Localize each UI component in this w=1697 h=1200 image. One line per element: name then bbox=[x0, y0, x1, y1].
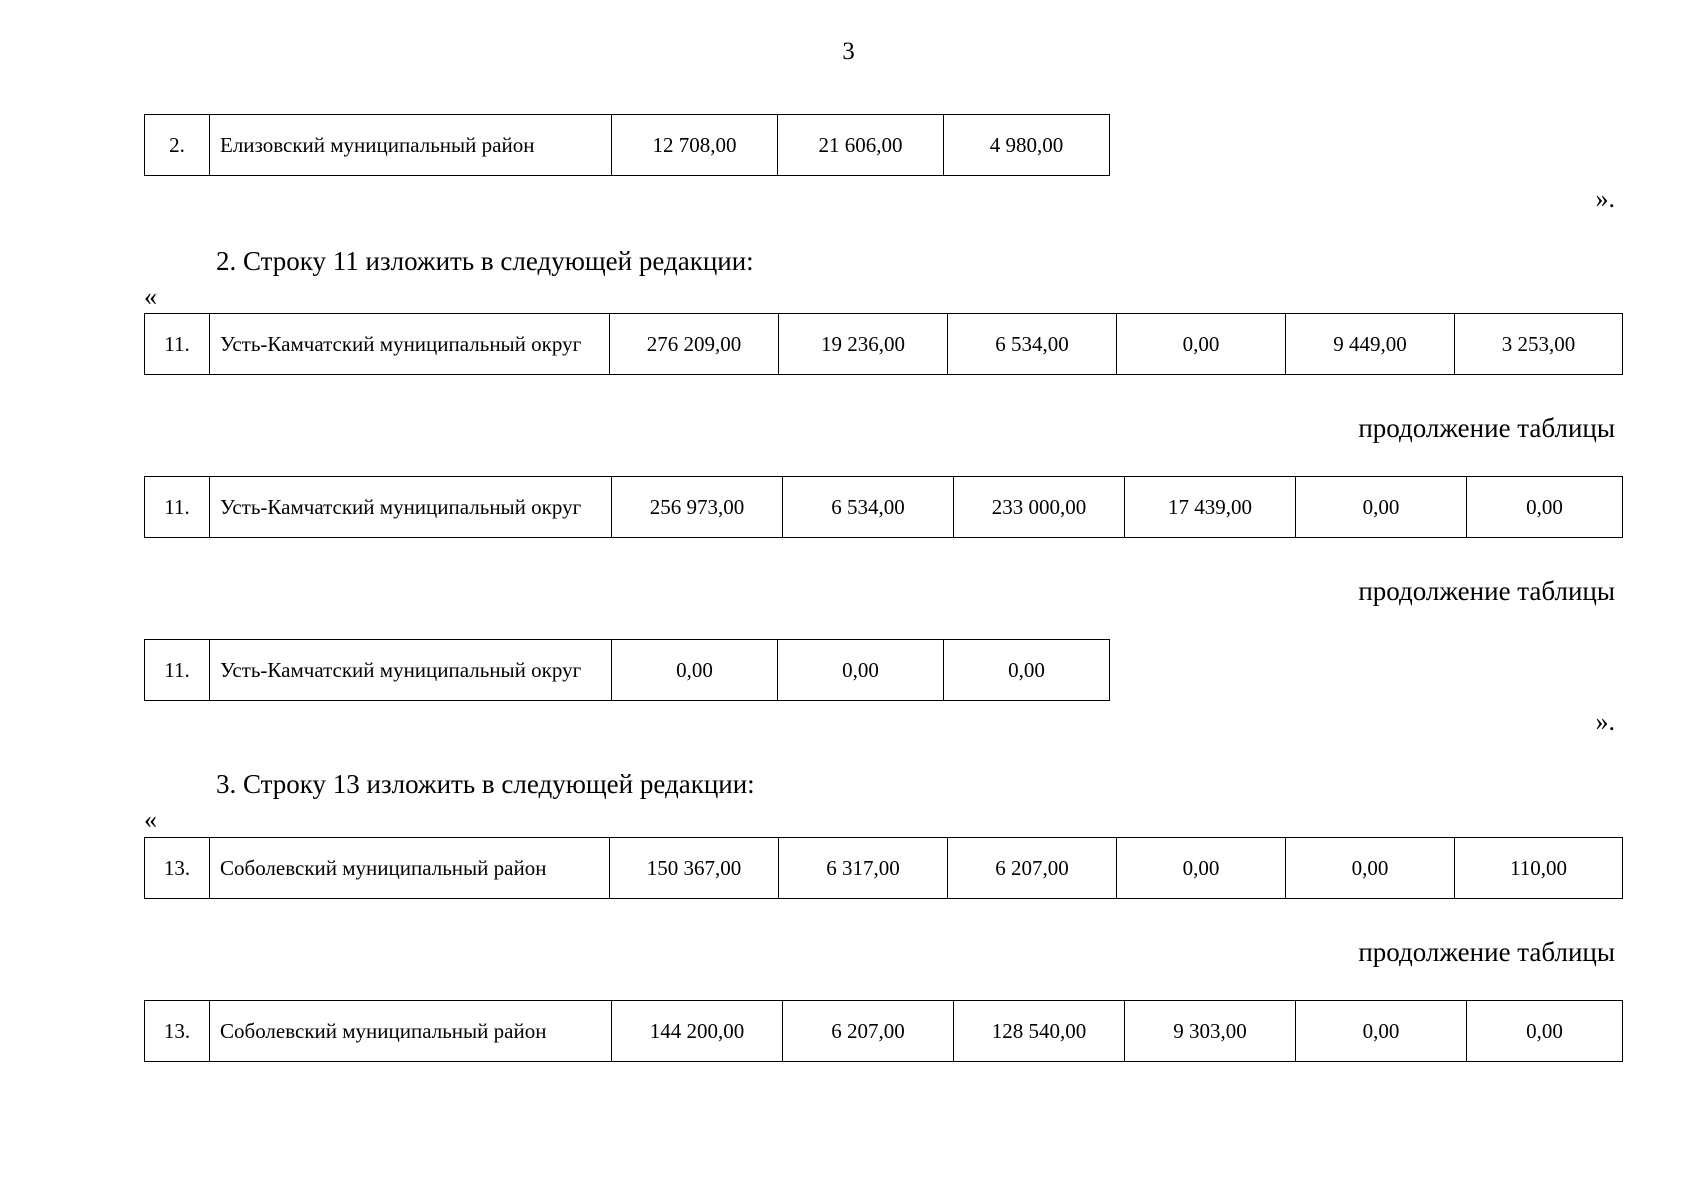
closing-quote: ». bbox=[1595, 184, 1615, 213]
value-cell: 4 980,00 bbox=[944, 115, 1110, 176]
value-cell: 9 303,00 bbox=[1125, 1001, 1296, 1062]
opening-quote: « bbox=[144, 282, 157, 311]
municipality-name: Усть-Камчатский муниципальный округ bbox=[210, 640, 612, 701]
value-cell: 19 236,00 bbox=[779, 314, 948, 375]
value-cell: 256 973,00 bbox=[612, 477, 783, 538]
value-cell: 3 253,00 bbox=[1455, 314, 1623, 375]
table-row-11-final bbox=[144, 639, 1110, 701]
value-cell: 0,00 bbox=[1467, 477, 1623, 538]
value-cell: 0,00 bbox=[1286, 838, 1455, 899]
row-number: 11. bbox=[145, 640, 210, 701]
value-cell: 17 439,00 bbox=[1125, 477, 1296, 538]
table-row-13 bbox=[144, 837, 1623, 899]
value-cell: 0,00 bbox=[1296, 477, 1467, 538]
value-cell: 0,00 bbox=[778, 640, 944, 701]
section-heading: 3. Строку 13 изложить в следующей редакции: bbox=[216, 769, 755, 799]
table-row-11-continued bbox=[144, 476, 1623, 538]
value-cell: 6 207,00 bbox=[948, 838, 1117, 899]
value-cell: 0,00 bbox=[1467, 1001, 1623, 1062]
value-cell: 6 534,00 bbox=[948, 314, 1117, 375]
value-cell: 9 449,00 bbox=[1286, 314, 1455, 375]
section-heading: 2. Строку 11 изложить в следующей редакции: bbox=[216, 246, 754, 276]
table-continuation-label: продолжение таблицы bbox=[1358, 413, 1615, 443]
municipality-name: Соболевский муниципальный район bbox=[210, 838, 610, 899]
value-cell: 6 207,00 bbox=[783, 1001, 954, 1062]
value-cell: 110,00 bbox=[1455, 838, 1623, 899]
row-number: 11. bbox=[145, 314, 210, 375]
municipality-name: Елизовский муниципальный район bbox=[210, 115, 612, 176]
value-cell: 276 209,00 bbox=[610, 314, 779, 375]
table-continuation-label: продолжение таблицы bbox=[1358, 576, 1615, 606]
municipality-name: Усть-Камчатский муниципальный округ bbox=[210, 477, 612, 538]
row-number: 2. bbox=[145, 115, 210, 176]
value-cell: 6 317,00 bbox=[779, 838, 948, 899]
value-cell: 150 367,00 bbox=[610, 838, 779, 899]
closing-quote: ». bbox=[1595, 707, 1615, 736]
row-number: 13. bbox=[145, 838, 210, 899]
table-continuation-label: продолжение таблицы bbox=[1358, 937, 1615, 967]
municipality-name: Соболевский муниципальный район bbox=[210, 1001, 612, 1062]
value-cell: 0,00 bbox=[612, 640, 778, 701]
value-cell: 233 000,00 bbox=[954, 477, 1125, 538]
value-cell: 128 540,00 bbox=[954, 1001, 1125, 1062]
opening-quote: « bbox=[144, 805, 157, 834]
value-cell: 12 708,00 bbox=[612, 115, 778, 176]
row-number: 13. bbox=[145, 1001, 210, 1062]
page-number: 3 bbox=[842, 38, 855, 65]
value-cell: 0,00 bbox=[1296, 1001, 1467, 1062]
value-cell: 0,00 bbox=[1117, 838, 1286, 899]
table-row-2 bbox=[144, 114, 1110, 176]
value-cell: 0,00 bbox=[944, 640, 1110, 701]
row-number: 11. bbox=[145, 477, 210, 538]
value-cell: 144 200,00 bbox=[612, 1001, 783, 1062]
municipality-name: Усть-Камчатский муниципальный округ bbox=[210, 314, 610, 375]
value-cell: 0,00 bbox=[1117, 314, 1286, 375]
value-cell: 21 606,00 bbox=[778, 115, 944, 176]
table-row-13-continued bbox=[144, 1000, 1623, 1062]
table-row-11 bbox=[144, 313, 1623, 375]
value-cell: 6 534,00 bbox=[783, 477, 954, 538]
